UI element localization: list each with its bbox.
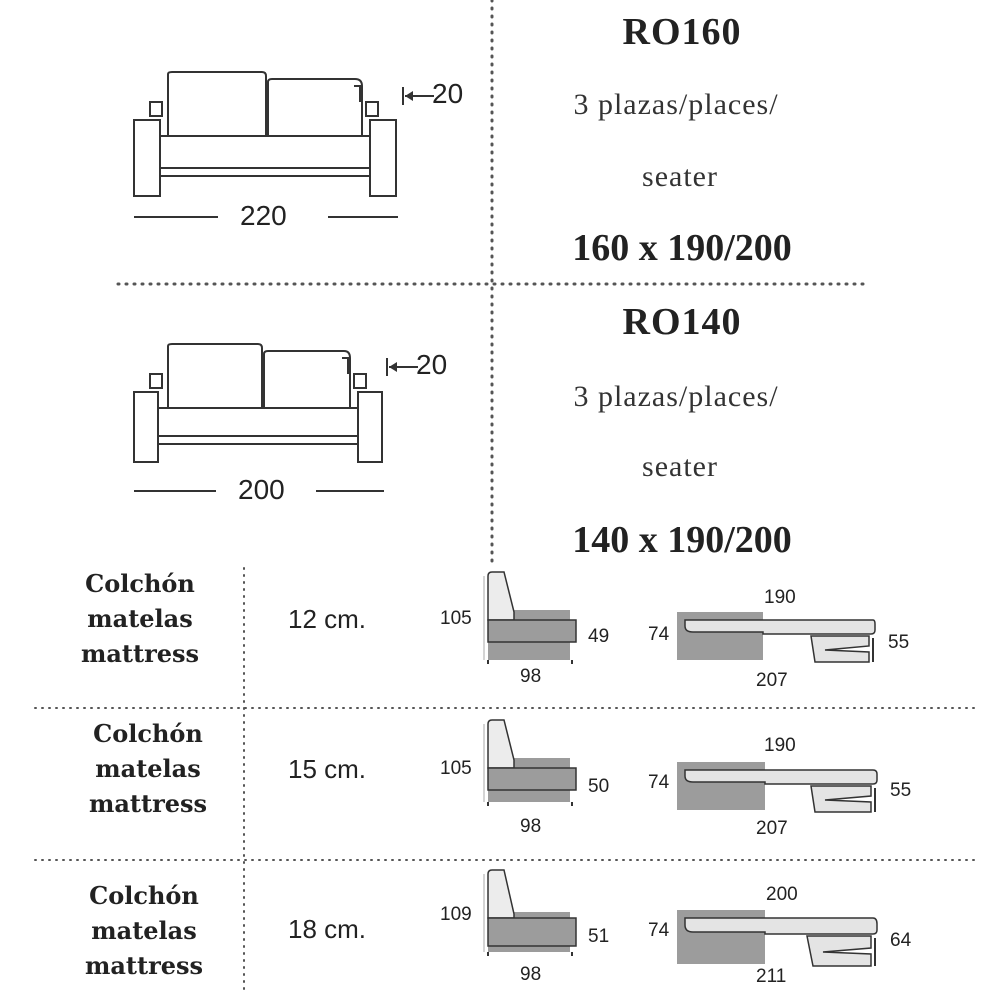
mattress-thickness: 18 cm. bbox=[288, 914, 367, 944]
capacity-line-1: 3 plazas/places/ bbox=[573, 88, 779, 121]
open-bed-drawing bbox=[675, 906, 905, 970]
open-bed-drawing bbox=[675, 758, 905, 818]
seat-height: 49 bbox=[588, 626, 610, 647]
label-fr: matelas bbox=[91, 916, 197, 945]
bed-size: 140 x 190/200 bbox=[572, 519, 792, 561]
depth: 98 bbox=[520, 964, 542, 985]
side-profile-drawing bbox=[480, 572, 580, 662]
side-height: 105 bbox=[440, 608, 472, 629]
width-value: 220 bbox=[240, 200, 287, 231]
open-depth: 207 bbox=[756, 670, 788, 691]
depth: 98 bbox=[520, 666, 542, 687]
mattress-label bbox=[44, 878, 244, 983]
bed-length: 190 bbox=[764, 735, 796, 756]
mattress-label bbox=[40, 566, 240, 671]
label-fr: matelas bbox=[95, 754, 201, 783]
open-depth: 207 bbox=[756, 818, 788, 839]
bed-length: 190 bbox=[764, 587, 796, 608]
side-profile-drawing bbox=[480, 870, 580, 960]
seat-height: 51 bbox=[588, 926, 610, 947]
side-height: 109 bbox=[440, 904, 472, 925]
open-bed-drawing bbox=[675, 608, 905, 668]
leg-height: 55 bbox=[888, 632, 910, 653]
model-code: RO160 bbox=[622, 11, 742, 53]
capacity-line-2: seater bbox=[642, 450, 718, 483]
leg-height: 55 bbox=[890, 780, 912, 801]
label-en: mattress bbox=[80, 639, 200, 668]
mattress-thickness: 12 cm. bbox=[288, 604, 367, 634]
label-en: mattress bbox=[88, 789, 208, 818]
arm-value: 20 bbox=[416, 349, 448, 380]
width-value: 200 bbox=[238, 474, 285, 505]
capacity-line-2: seater bbox=[642, 160, 718, 193]
mattress-label bbox=[48, 716, 248, 821]
side-height: 105 bbox=[440, 758, 472, 779]
label-en: mattress bbox=[84, 951, 204, 980]
open-height: 74 bbox=[648, 624, 670, 645]
arm-value: 20 bbox=[432, 78, 464, 109]
open-height: 74 bbox=[648, 920, 670, 941]
sofa-front-drawing bbox=[130, 72, 430, 202]
leg-height: 64 bbox=[890, 930, 912, 951]
capacity-line-1: 3 plazas/places/ bbox=[573, 380, 779, 413]
mattress-thickness: 15 cm. bbox=[288, 754, 367, 784]
label-es: Colchón bbox=[89, 881, 199, 910]
bed-length: 200 bbox=[766, 884, 798, 905]
seat-height: 50 bbox=[588, 776, 610, 797]
open-depth: 211 bbox=[756, 966, 787, 987]
label-es: Colchón bbox=[85, 569, 195, 598]
label-fr: matelas bbox=[87, 604, 193, 633]
label-es: Colchón bbox=[93, 719, 203, 748]
bed-size: 160 x 190/200 bbox=[572, 227, 792, 269]
depth: 98 bbox=[520, 816, 542, 837]
side-profile-drawing bbox=[480, 720, 580, 810]
model-code: RO140 bbox=[622, 301, 742, 343]
open-height: 74 bbox=[648, 772, 670, 793]
